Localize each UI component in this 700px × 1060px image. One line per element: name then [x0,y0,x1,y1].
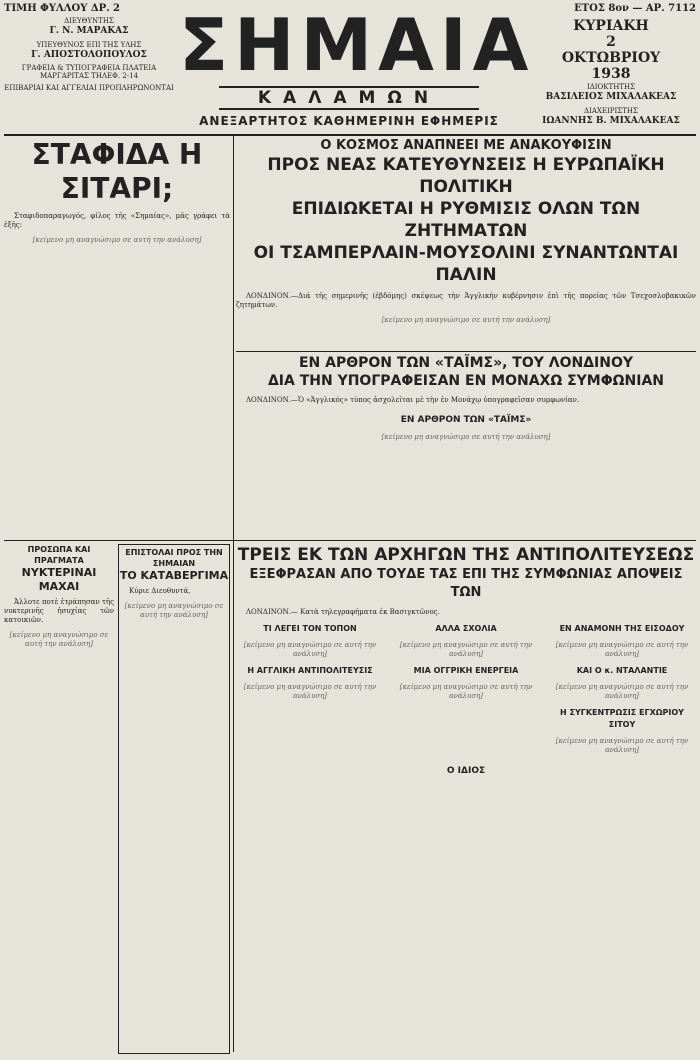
main-article-headline-2: ΕΠΙΔΙΩΚΕΤΑΙ Η ΡΥΘΜΙΣΙΣ ΟΛΩΝ ΤΩΝ ΖΗΤΗΜΑΤΩΝ [291,199,641,241]
daladier-illegible: [κείμενο μη αναγνώσιμο σε αυτή την ανάλυση] [555,683,689,700]
small-box [4,544,114,1052]
alla-illegible: [κείμενο μη αναγνώσιμο σε αυτή την ανάλυση] [399,641,533,658]
owner-role: ΙΔΙΟΚΤΗΤΗΣ [586,83,636,91]
times-subhead: ΕΝ ΑΡΘΡΟΝ ΤΩΝ «ΤΑΪΜΣ» [400,415,532,425]
responsible-name: Γ. ΑΠΟΣΤΟΛΟΠΟΥΛΟΣ [31,50,147,60]
wheat-illegible: [κείμενο μη αναγνώσιμο σε αυτή την ανάλυση] [555,737,689,754]
owner-name: ΒΑΣΙΛΕΙΟΣ ΜΙΧΑΛΑΚΕΑΣ [545,92,677,102]
main-article-headline-3: ΟΙ ΤΣΑΜΠΕΡΛΑΙΝ-ΜΟΥΣΟΛΙΝΙ ΣΥΝΑΝΤΩΝΤΑΙ ΠΑΛΙΝ [253,243,679,285]
times-illegible: [κείμενο μη αναγνώσιμο σε αυτή την ανάλυση] [381,433,551,441]
offices-info: ΓΡΑΦΕΙΑ & ΤΥΠΟΓΡΑΦΕΙΑ ΠΛΑΤΕΙΑ ΜΑΡΓΑΡΙΤΑΣ ΤΗΛΕΦ. 2-14 [21,64,157,80]
small-box-illegible: [κείμενο μη αναγνώσιμο σε αυτή την ανάλυση] [9,631,109,648]
leaders-col-1 [236,623,384,761]
day-number: 2 [606,34,616,50]
letter-box-sub: ΤΟ ΚΑΤΑΒΕΡΓΙΜΑ [119,569,229,582]
newspaper-title: ΣΗΜΑΙΑ [179,3,535,87]
vienna-subhead: ΕΝ ΑΝΑΜΟΝΗ ΤΗΣ ΕΙΣΟΔΟΥ [559,624,685,633]
masthead-right [526,4,696,130]
health-subhead: ΜΙΑ ΟΓΓΡΙΚΗ ΕΝΕΡΓΕΙΑ [413,666,519,675]
left-article [4,138,230,536]
times-opening: ΛΟΝΔΙΝΟΝ.—Ὁ «Ἀγγλικός» τύπος ἀσχολεῖται μὲ τὴν ἐν Μονάχῳ ὑπογραφεῖσαν συμφωνίαν. [246,396,580,404]
leaders-col-3 [548,623,696,761]
newspaper-tagline: ΑΝΕΞΑΡΤΗΤΟΣ ΚΑΘΗΜΕΡΙΝΗ ΕΦΗΜΕΡΙΣ [199,114,499,128]
paris-illegible: [κείμενο μη αναγνώσιμο σε αυτή την ανάλυση] [243,641,377,658]
times-headline-1: ΕΝ ΑΡΘΡΟΝ ΤΩΝ «ΤΑΪΜΣ», ΤΟΥ ΛΟΝΔΙΝΟΥ [298,355,634,371]
price: ΤΙΜΗ ΦΥΛΛΟΥ ΔΡ. 2 [4,3,121,14]
letter-box-headline: ΕΠΙΣΤΟΛΑΙ ΠΡΟΣ ΤΗΝ ΣΗΜΑΙΑΝ [125,548,223,568]
times-article [236,354,696,538]
left-article-headline: ΣΤΑΦΙΔΑ Η ΣΙΤΑΡΙ; [31,138,203,205]
small-box-headline: ΠΡΟΣΩΠΑ ΚΑΙ ΠΡΑΓΜΑΤΑ [27,545,91,565]
weekday: ΚΥΡΙΑΚΗ [573,18,649,34]
section-rule-2 [4,540,696,541]
leaders-col-2 [392,623,540,761]
masthead [4,4,696,136]
leaders-article [236,544,696,1052]
month: ΟΚΤΩΒΡΙΟΥ [561,50,661,66]
paris-subhead: ΤΙ ΛΕΓΕΙ ΤΟΝ ΤΟΠΟΝ [263,624,357,633]
main-article-illegible: [κείμενο μη αναγνώσιμο σε αυτή την ανάλυση] [381,316,551,324]
alla-subhead: ΑΛΛΑ ΣΧΟΛΙΑ [435,624,497,633]
left-article-opening: Σταφιδοπαραγωγός, φίλος τῆς «Σημαίας», μᾶς γράφει τὰ ἑξῆς: [4,212,230,229]
leaders-headline-2: ΕΞΕΦΡΑΣΑΝ ΑΠΟ ΤΟΥΔΕ ΤΑΣ ΕΠΙ ΤΗΣ ΣΥΜΦΩΝΙΑΣ ΑΠΟΨΕΙΣ ΤΩΝ [249,567,683,600]
opposition-subhead: Η ΑΓΓΛΙΚΗ ΑΝΤΙΠΟΛΙΤΕΥΣΙΣ [247,666,373,675]
section-rule-1 [236,351,696,352]
responsible-role: ΥΠΕΥΘΥΝΟΣ ΕΠΙ ΤΗΣ ΥΛΗΣ [36,41,142,49]
newspaper-page [4,4,696,1052]
manager-role: ΔΙΑΧΕΙΡΙΣΤΗΣ [584,107,638,115]
main-article-kicker: Ο ΚΟΣΜΟΣ ΑΝΑΠΝΕΕΙ ΜΕ ΑΝΑΚΟΥΦΙΣΙΝ [320,138,612,153]
leaders-opening: ΛΟΝΔΙΝΟΝ.— Κατὰ τηλεγραφήματα ἐκ Βασιγκτῶνος. [246,608,440,616]
column-rule [233,134,234,1052]
health-illegible: [κείμενο μη αναγνώσιμο σε αυτή την ανάλυση] [399,683,533,700]
leaders-columns [236,623,696,761]
small-box-sub: ΝΥΚΤΕΡΙΝΑΙ ΜΑΧΑΙ [21,566,97,593]
director-role: ΔΙΕΥΘΥΝΤΗΣ [64,17,114,25]
leaders-headline-1: ΤΡΕΙΣ ΕΚ ΤΩΝ ΑΡΧΗΓΩΝ ΤΗΣ ΑΝΤΙΠΟΛΙΤΕΥΣΕΩΣ [237,545,695,565]
issue-number: ΕΤΟΣ 8ον — ΑΡ. 7112 [574,3,696,14]
letter-box-illegible: [κείμενο μη αναγνώσιμο σε αυτή την ανάλυση] [124,602,224,619]
letter-box [118,544,230,1054]
masthead-center [179,3,535,128]
year: 1938 [591,66,631,82]
footer-signature: Ο ΙΔΙΟΣ [446,766,486,776]
daladier-subhead: ΚΑΙ Ο κ. ΝΤΑΛΑΝΤΙΕ [576,666,668,675]
letter-box-opening: Κύριε Διευθυντά, [129,587,191,595]
main-article [236,138,696,348]
masthead-left [4,4,174,96]
vienna-illegible: [κείμενο μη αναγνώσιμο σε αυτή την ανάλυση] [555,641,689,658]
main-article-headline-1: ΠΡΟΣ ΝΕΑΣ ΚΑΤΕΥΘΥΝΣΕΙΣ Η ΕΥΡΩΠΑΪΚΗ ΠΟΛΙΤΙΚΗ [267,155,665,197]
notices-info: ΕΠΙΒΑΡΙΑΙ ΚΑΙ ΑΓΓΕΛΙΑΙ ΠΡΟΠΛΗΡΩΝΟΝΤΑΙ [4,84,174,92]
main-article-opening: ΛΟΝΔΙΝΟΝ.—Διά τῆς σημερινῆς (ἐβδόμης) σκέψεως τὴν Ἀγγλικὴν κυβέρνησιν ἐπὶ τῆς πορείας τῶν Τσεχοσλοβακικῶν ζητημάτων. [236,292,696,309]
left-article-illegible: [κείμενο μη αναγνώσιμο σε αυτή την ανάλυση] [32,236,202,244]
director-name: Γ. Ν. ΜΑΡΑΚΑΣ [49,26,129,36]
small-box-opening: Ἀλλοτε ποτὲ ἐτράπησαν τῆς νυκτερινῆς ἡσυχίας τῶν κατοικιῶν. [4,598,114,624]
times-headline-2: ΔΙΑ ΤΗΝ ΥΠΟΓΡΑΦΕΙΣΑΝ ΕΝ ΜΟΝΑΧΩ ΣΥΜΦΩΝΙΑΝ [267,373,665,389]
manager-name: ΙΩΑΝΝΗΣ Β. ΜΙΧΑΛΑΚΕΑΣ [542,116,680,126]
opposition-illegible: [κείμενο μη αναγνώσιμο σε αυτή την ανάλυση] [243,683,377,700]
wheat-subhead: Η ΣΥΓΚΕΝΤΡΩΣΙΣ ΕΓΧΩΡΙΟΥ ΣΙΤΟΥ [560,708,684,729]
newspaper-subtitle: ΚΑΛΑΜΩΝ [219,86,479,110]
